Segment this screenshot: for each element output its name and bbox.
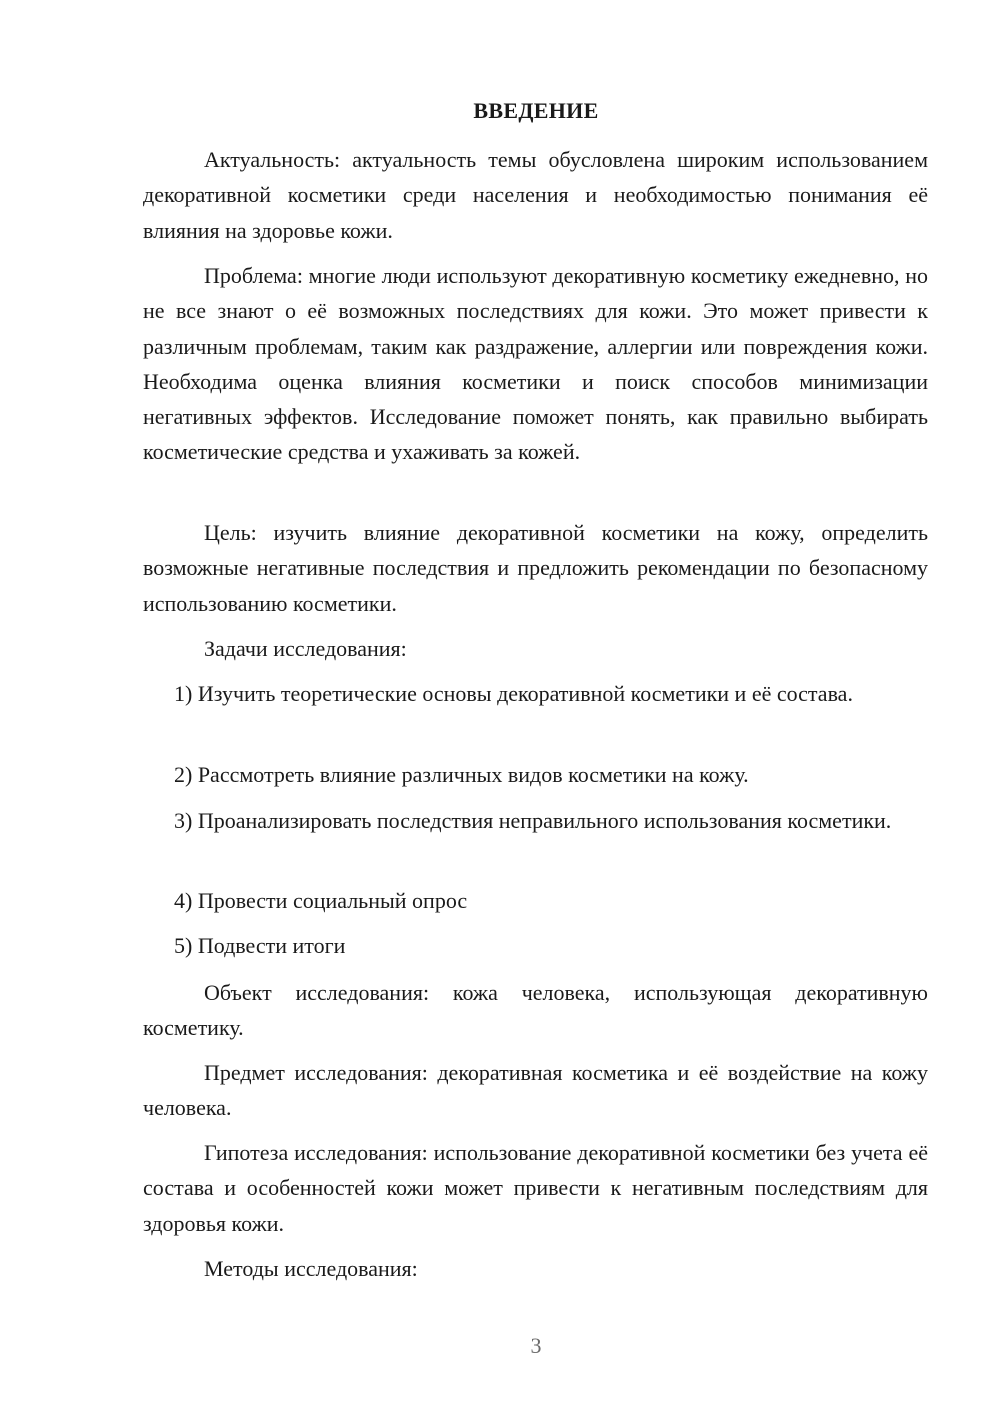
task-item-1: 1) Изучить теоретические основы декоративной косметики и её состава.	[174, 681, 853, 706]
paragraph-goal: Цель: изучить влияние декоративной косметики на кожу, определить возможные негативные последствия и предложить рекомендации по безопасному использованию косметики.	[143, 520, 928, 616]
section-heading: ВВЕДЕНИЕ	[473, 98, 599, 123]
task-item-3: 3) Проанализировать последствия неправильного использования косметики.	[174, 808, 892, 833]
page-number: 3	[530, 1333, 542, 1358]
paragraph-problem: Проблема: многие люди используют декоративную косметику ежедневно, но не все знают о её возможных последствиях для кожи. Это может привести к различным проблемам, таким как раздражение, аллергии или повреждения кожи. Необходима оценка влияния косметики и поиск способов минимизации негативных эффектов. Исследование поможет понять, как правильно выбирать косметические средства и ухаживать за кожей.	[143, 263, 928, 465]
paragraph-object: Объект исследования: кожа человека, использующая декоративную косметику.	[143, 980, 928, 1041]
paragraph-hypothesis: Гипотеза исследования: использование декоративной косметики без учета её состава и особенностей кожи может привести к негативным последствиям для здоровья кожи.	[143, 1140, 928, 1236]
paragraph-relevance: Актуальность: актуальность темы обусловлена широким использованием декоративной косметики среди населения и необходимостью понимания её влияния на здоровье кожи.	[143, 147, 928, 243]
task-item-5: 5) Подвести итоги	[174, 933, 346, 958]
paragraph-subject: Предмет исследования: декоративная косметика и её воздействие на кожу человека.	[143, 1060, 928, 1121]
task-item-4: 4) Провести социальный опрос	[174, 888, 468, 913]
paragraph-tasks-intro: Задачи исследования:	[204, 636, 407, 661]
paragraph-methods-intro: Методы исследования:	[204, 1256, 418, 1281]
task-item-2: 2) Рассмотреть влияние различных видов косметики на кожу.	[174, 762, 749, 787]
